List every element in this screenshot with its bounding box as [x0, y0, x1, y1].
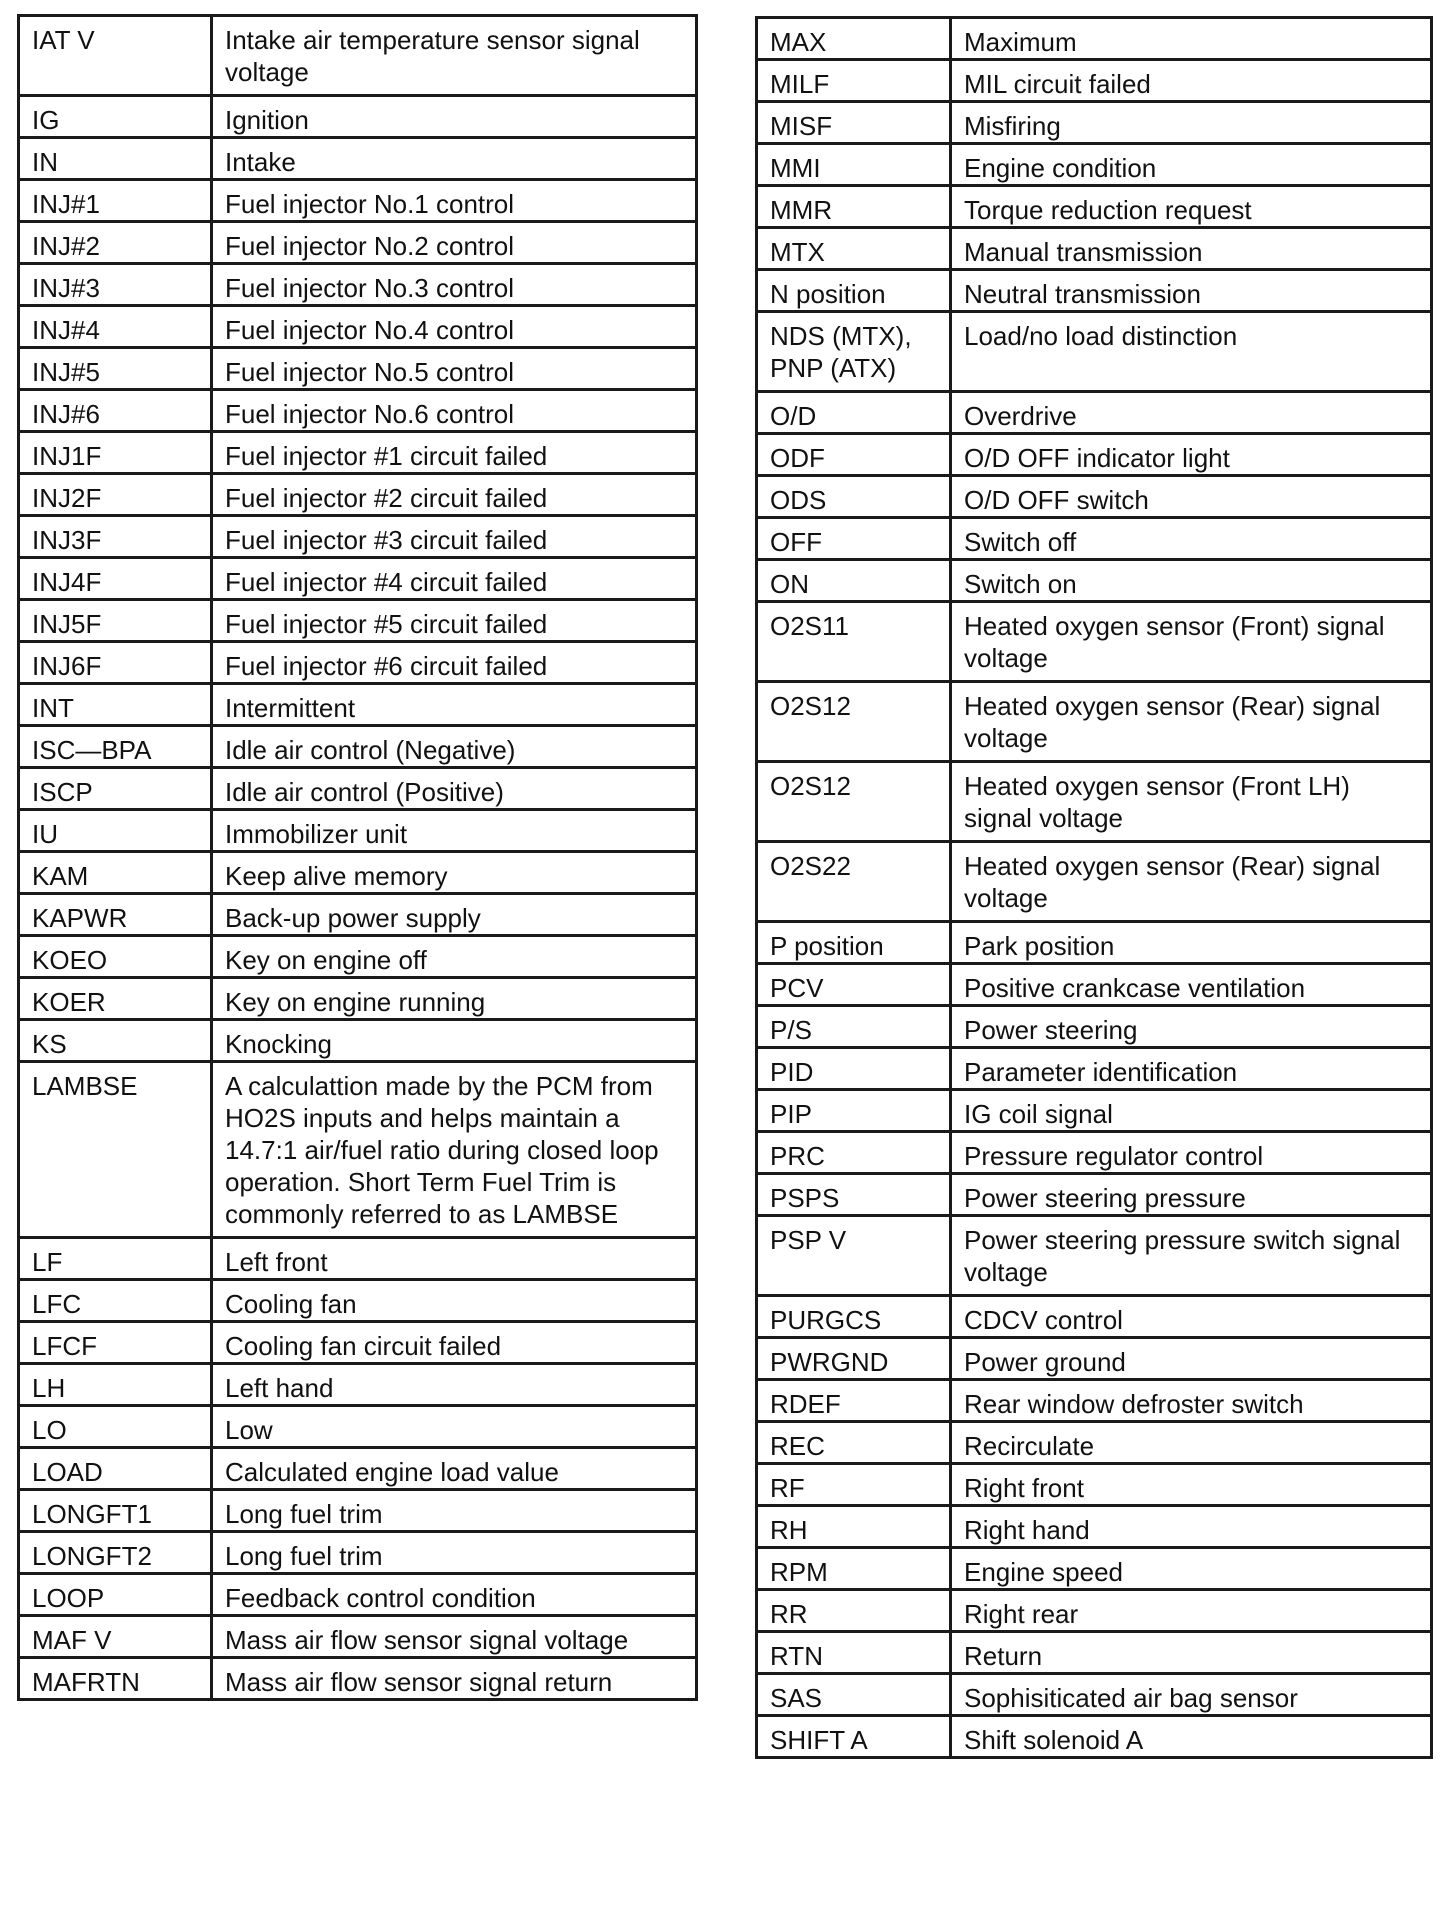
table-row	[19, 138, 697, 180]
meaning-cell: Fuel injector #4 circuit failed	[212, 558, 697, 600]
meaning-cell: Key on engine running	[212, 978, 697, 1020]
abbreviation-cell: INJ#4	[19, 306, 212, 348]
table-row	[757, 1632, 1432, 1674]
abbreviation-cell: INJ#2	[19, 222, 212, 264]
table-row	[757, 1338, 1432, 1380]
meaning-cell: Cooling fan circuit failed	[212, 1322, 697, 1364]
meaning-cell: CDCV control	[951, 1296, 1432, 1338]
abbreviation-cell: O2S22	[757, 842, 951, 922]
abbreviation-cell: ON	[757, 560, 951, 602]
meaning-cell: Fuel injector #2 circuit failed	[212, 474, 697, 516]
table-row	[19, 1280, 697, 1322]
abbreviation-cell: KS	[19, 1020, 212, 1062]
meaning-cell: Shift solenoid A	[951, 1716, 1432, 1758]
abbreviation-cell: IU	[19, 810, 212, 852]
table-row	[757, 476, 1432, 518]
table-row	[757, 1506, 1432, 1548]
abbreviation-cell: PRC	[757, 1132, 951, 1174]
abbreviation-cell: RH	[757, 1506, 951, 1548]
meaning-cell: Misfiring	[951, 102, 1432, 144]
abbreviation-cell: LONGFT2	[19, 1532, 212, 1574]
abbreviation-cell: PSP V	[757, 1216, 951, 1296]
table-row	[757, 1006, 1432, 1048]
table-row	[757, 1464, 1432, 1506]
meaning-cell: Calculated engine load value	[212, 1448, 697, 1490]
abbreviation-cell: SHIFT A	[757, 1716, 951, 1758]
abbreviation-cell: LAMBSE	[19, 1062, 212, 1238]
abbreviation-cell: ISC—BPA	[19, 726, 212, 768]
abbreviation-cell: MTX	[757, 228, 951, 270]
abbreviation-cell: IG	[19, 96, 212, 138]
meaning-cell: Right hand	[951, 1506, 1432, 1548]
abbreviation-cell: LO	[19, 1406, 212, 1448]
abbreviation-cell: PCV	[757, 964, 951, 1006]
table-row	[19, 1062, 697, 1238]
table-row	[757, 1422, 1432, 1464]
meaning-cell: Right front	[951, 1464, 1432, 1506]
meaning-cell: O/D OFF switch	[951, 476, 1432, 518]
meaning-cell: Key on engine off	[212, 936, 697, 978]
table-row	[19, 558, 697, 600]
meaning-cell: Long fuel trim	[212, 1532, 697, 1574]
table-row	[757, 392, 1432, 434]
meaning-cell: Mass air flow sensor signal voltage	[212, 1616, 697, 1658]
meaning-cell: Ignition	[212, 96, 697, 138]
abbreviation-cell: NDS (MTX), PNP (ATX)	[757, 312, 951, 392]
table-row	[19, 180, 697, 222]
meaning-cell: Left hand	[212, 1364, 697, 1406]
meaning-cell: Heated oxygen sensor (Rear) signal voltage	[951, 682, 1432, 762]
meaning-cell: Mass air flow sensor signal return	[212, 1658, 697, 1700]
table-row	[19, 1448, 697, 1490]
table-row	[757, 312, 1432, 392]
meaning-cell: Fuel injector #1 circuit failed	[212, 432, 697, 474]
meaning-cell: Positive crankcase ventilation	[951, 964, 1432, 1006]
meaning-cell: Pressure regulator control	[951, 1132, 1432, 1174]
meaning-cell: Heated oxygen sensor (Rear) signal voltage	[951, 842, 1432, 922]
table-row	[19, 1406, 697, 1448]
table-row	[757, 1590, 1432, 1632]
abbreviation-cell: P position	[757, 922, 951, 964]
meaning-cell: Power ground	[951, 1338, 1432, 1380]
abbreviation-cell: MAFRTN	[19, 1658, 212, 1700]
table-row	[757, 560, 1432, 602]
meaning-cell: Engine speed	[951, 1548, 1432, 1590]
meaning-cell: Feedback control condition	[212, 1574, 697, 1616]
abbreviation-cell: INJ#5	[19, 348, 212, 390]
table-row	[19, 264, 697, 306]
table-row	[757, 1048, 1432, 1090]
abbreviation-cell: P/S	[757, 1006, 951, 1048]
table-row	[757, 1548, 1432, 1590]
abbreviation-cell: N position	[757, 270, 951, 312]
abbreviation-cell: LFCF	[19, 1322, 212, 1364]
table-row	[19, 1658, 697, 1700]
meaning-cell: Keep alive memory	[212, 852, 697, 894]
abbreviation-cell: PSPS	[757, 1174, 951, 1216]
table-row	[19, 1616, 697, 1658]
table-body	[19, 16, 697, 1700]
table-row	[19, 306, 697, 348]
abbreviation-cell: O/D	[757, 392, 951, 434]
abbreviation-cell: MILF	[757, 60, 951, 102]
meaning-cell: Recirculate	[951, 1422, 1432, 1464]
table-row	[19, 516, 697, 558]
abbreviation-cell: PID	[757, 1048, 951, 1090]
table-row	[19, 1532, 697, 1574]
table-row	[19, 1490, 697, 1532]
table-row	[19, 726, 697, 768]
abbreviation-cell: RF	[757, 1464, 951, 1506]
meaning-cell: Idle air control (Positive)	[212, 768, 697, 810]
table-body	[757, 18, 1432, 1758]
abbreviation-cell: INJ1F	[19, 432, 212, 474]
table-row	[757, 102, 1432, 144]
abbreviation-cell: O2S12	[757, 762, 951, 842]
abbreviation-cell: ODF	[757, 434, 951, 476]
table-row	[757, 602, 1432, 682]
table-row	[19, 810, 697, 852]
abbreviation-cell: MISF	[757, 102, 951, 144]
abbreviation-cell: KOER	[19, 978, 212, 1020]
meaning-cell: Load/no load distinction	[951, 312, 1432, 392]
abbreviation-cell: ODS	[757, 476, 951, 518]
abbreviation-cell: LF	[19, 1238, 212, 1280]
table-row	[757, 1216, 1432, 1296]
table-row	[19, 852, 697, 894]
abbreviation-cell: PURGCS	[757, 1296, 951, 1338]
table-row	[757, 964, 1432, 1006]
table-row	[757, 922, 1432, 964]
abbreviation-cell: INJ#1	[19, 180, 212, 222]
table-row	[757, 18, 1432, 60]
abbreviation-cell: O2S12	[757, 682, 951, 762]
meaning-cell: Back-up power supply	[212, 894, 697, 936]
meaning-cell: Switch on	[951, 560, 1432, 602]
abbreviation-cell: O2S11	[757, 602, 951, 682]
abbreviation-cell: IN	[19, 138, 212, 180]
abbreviation-table-left	[17, 14, 698, 1701]
meaning-cell: Low	[212, 1406, 697, 1448]
meaning-cell: Fuel injector #6 circuit failed	[212, 642, 697, 684]
meaning-cell: Fuel injector No.2 control	[212, 222, 697, 264]
abbreviation-cell: INT	[19, 684, 212, 726]
meaning-cell: Intake	[212, 138, 697, 180]
table-row	[19, 1322, 697, 1364]
meaning-cell: Manual transmission	[951, 228, 1432, 270]
table-row	[19, 978, 697, 1020]
meaning-cell: Overdrive	[951, 392, 1432, 434]
table-row	[757, 1132, 1432, 1174]
abbreviation-cell: SAS	[757, 1674, 951, 1716]
abbreviation-cell: OFF	[757, 518, 951, 560]
table-row	[19, 222, 697, 264]
abbreviation-table-right	[755, 16, 1433, 1759]
abbreviation-cell: MAF V	[19, 1616, 212, 1658]
meaning-cell: Left front	[212, 1238, 697, 1280]
abbreviation-cell: RTN	[757, 1632, 951, 1674]
meaning-cell: Fuel injector No.5 control	[212, 348, 697, 390]
table-row	[19, 684, 697, 726]
table-row	[757, 434, 1432, 476]
abbreviation-cell: REC	[757, 1422, 951, 1464]
meaning-cell: A calculattion made by the PCM from HO2S inputs and helps maintain a 14.7:1 air/fuel ratio during closed loop operation. Short Term Fuel Trim is commonly referred to as LAMBSE	[212, 1062, 697, 1238]
abbreviation-cell: LOOP	[19, 1574, 212, 1616]
meaning-cell: Cooling fan	[212, 1280, 697, 1322]
table-row	[757, 762, 1432, 842]
table-row	[19, 348, 697, 390]
table-row	[19, 1238, 697, 1280]
abbreviation-cell: LOAD	[19, 1448, 212, 1490]
table-row	[757, 1380, 1432, 1422]
abbreviation-cell: KAM	[19, 852, 212, 894]
meaning-cell: Heated oxygen sensor (Front) signal voltage	[951, 602, 1432, 682]
meaning-cell: Idle air control (Negative)	[212, 726, 697, 768]
table-row	[19, 390, 697, 432]
meaning-cell: Intake air temperature sensor signal voltage	[212, 16, 697, 96]
abbreviation-cell: INJ3F	[19, 516, 212, 558]
meaning-cell: Fuel injector No.3 control	[212, 264, 697, 306]
table-row	[19, 96, 697, 138]
table-row	[757, 186, 1432, 228]
meaning-cell: Fuel injector #3 circuit failed	[212, 516, 697, 558]
table-row	[757, 60, 1432, 102]
table-row	[19, 16, 697, 96]
table-row	[19, 600, 697, 642]
abbreviation-cell: INJ4F	[19, 558, 212, 600]
meaning-cell: Knocking	[212, 1020, 697, 1062]
meaning-cell: Fuel injector No.6 control	[212, 390, 697, 432]
meaning-cell: Return	[951, 1632, 1432, 1674]
abbreviation-cell: RDEF	[757, 1380, 951, 1422]
table-row	[757, 1174, 1432, 1216]
abbreviation-cell: RR	[757, 1590, 951, 1632]
table-row	[19, 768, 697, 810]
meaning-cell: Intermittent	[212, 684, 697, 726]
table-row	[19, 1574, 697, 1616]
abbreviation-cell: PIP	[757, 1090, 951, 1132]
meaning-cell: Maximum	[951, 18, 1432, 60]
table-row	[19, 894, 697, 936]
table-row	[757, 1090, 1432, 1132]
meaning-cell: Power steering	[951, 1006, 1432, 1048]
abbreviation-cell: IAT V	[19, 16, 212, 96]
abbreviation-cell: KOEO	[19, 936, 212, 978]
table-row	[757, 1716, 1432, 1758]
table-row	[757, 1674, 1432, 1716]
meaning-cell: O/D OFF indicator light	[951, 434, 1432, 476]
meaning-cell: Fuel injector No.1 control	[212, 180, 697, 222]
table-row	[757, 518, 1432, 560]
abbreviation-cell: MMI	[757, 144, 951, 186]
abbreviation-cell: ISCP	[19, 768, 212, 810]
abbreviation-cell: INJ2F	[19, 474, 212, 516]
meaning-cell: Switch off	[951, 518, 1432, 560]
meaning-cell: Fuel injector No.4 control	[212, 306, 697, 348]
abbreviation-cell: LONGFT1	[19, 1490, 212, 1532]
table-row	[757, 682, 1432, 762]
table-row	[19, 642, 697, 684]
table-row	[757, 144, 1432, 186]
meaning-cell: Right rear	[951, 1590, 1432, 1632]
meaning-cell: MIL circuit failed	[951, 60, 1432, 102]
meaning-cell: Parameter identification	[951, 1048, 1432, 1090]
abbreviation-cell: LFC	[19, 1280, 212, 1322]
abbreviation-cell: INJ6F	[19, 642, 212, 684]
table-row	[19, 474, 697, 516]
table-row	[19, 1020, 697, 1062]
table-row	[19, 432, 697, 474]
table-row	[757, 228, 1432, 270]
abbreviation-cell: INJ5F	[19, 600, 212, 642]
table-row	[757, 270, 1432, 312]
table-row	[757, 842, 1432, 922]
abbreviation-cell: MAX	[757, 18, 951, 60]
abbreviation-cell: KAPWR	[19, 894, 212, 936]
abbreviation-cell: LH	[19, 1364, 212, 1406]
abbreviation-cell: MMR	[757, 186, 951, 228]
meaning-cell: Heated oxygen sensor (Front LH) signal voltage	[951, 762, 1432, 842]
meaning-cell: Sophisiticated air bag sensor	[951, 1674, 1432, 1716]
meaning-cell: Power steering pressure	[951, 1174, 1432, 1216]
table-row	[757, 1296, 1432, 1338]
meaning-cell: Power steering pressure switch signal voltage	[951, 1216, 1432, 1296]
abbreviation-cell: INJ#3	[19, 264, 212, 306]
table-row	[19, 1364, 697, 1406]
table-row	[19, 936, 697, 978]
abbreviation-cell: RPM	[757, 1548, 951, 1590]
meaning-cell: Park position	[951, 922, 1432, 964]
meaning-cell: Neutral transmission	[951, 270, 1432, 312]
meaning-cell: Fuel injector #5 circuit failed	[212, 600, 697, 642]
meaning-cell: Torque reduction request	[951, 186, 1432, 228]
meaning-cell: Rear window defroster switch	[951, 1380, 1432, 1422]
abbreviation-cell: INJ#6	[19, 390, 212, 432]
meaning-cell: Long fuel trim	[212, 1490, 697, 1532]
meaning-cell: Engine condition	[951, 144, 1432, 186]
meaning-cell: Immobilizer unit	[212, 810, 697, 852]
meaning-cell: IG coil signal	[951, 1090, 1432, 1132]
abbreviation-cell: PWRGND	[757, 1338, 951, 1380]
